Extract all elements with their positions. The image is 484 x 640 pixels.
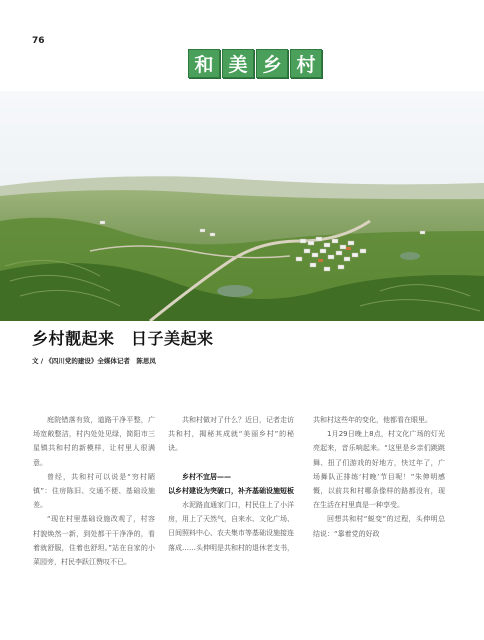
- section-subheading: 乡村不宜居——: [182, 472, 231, 481]
- article-column-1: [33, 413, 155, 569]
- paragraph: 1月29日晚上8点，村文化广场的灯光亮起来，音乐响起来。“这里是乡亲们跳跳舞、扭了们游戏的好地方，快过年了，广场舞队正排练‘村晚’节目呢！”朱伸明感慨，以前共和村哪条像样的路都没有，现在生活在村里真是一种享受。: [313, 430, 445, 510]
- paragraph: 共和村做对了什么？近日，记者走访共和村，揭秘其成就“美丽乡村”的秘诀。: [168, 416, 294, 453]
- banner-char-2: 美: [222, 49, 254, 78]
- banner-char-1: 和: [188, 49, 220, 78]
- paragraph: 回想共和村“蜕变”的过程，头伸明总结说：“靠着党的好政: [313, 515, 445, 538]
- section-banner: [188, 49, 322, 78]
- aerial-village-photo: [0, 91, 484, 321]
- page-number: 76: [32, 36, 45, 46]
- article-column-3: [313, 413, 445, 541]
- paragraph: 水泥路直通家门口，村民住上了小洋房，用上了天然气，自来水、文化广场、日间照料中心、农夫集市等基础设施接连落成……头伸明是共和村的退休老支书，: [168, 501, 294, 552]
- paragraph: “现在村里基础设施改观了，村容村貌焕然一新，到处都干干净净的，看着就舒服，住着也舒坦。”站在自家的小菜园旁，村民李跃江赞叹不已。: [33, 515, 155, 567]
- paragraph: 曾经，共和村可以说是“穷村陋镇”：住房陈旧、交通不便、基础设施差。: [33, 472, 155, 510]
- paragraph: 庭院错落有致，道路干净平整，广场宽敞整洁，村内处处见绿，简阳市三星镇共和村的新模样，让村里人很满意。: [33, 416, 155, 467]
- article-column-2: [168, 413, 294, 555]
- article-title: 乡村靓起来 日子美起来: [32, 329, 214, 348]
- paragraph: 共和村这些年的变化，他都看在眼里。: [313, 416, 432, 424]
- section-subheading-detail: 以乡村建设为突破口，补齐基础设施短板: [168, 486, 294, 495]
- banner-char-4: 村: [290, 49, 322, 78]
- banner-char-3: 乡: [256, 49, 288, 78]
- article-byline: 文 / 《四川党的建设》全媒体记者 陈思凤: [32, 357, 156, 365]
